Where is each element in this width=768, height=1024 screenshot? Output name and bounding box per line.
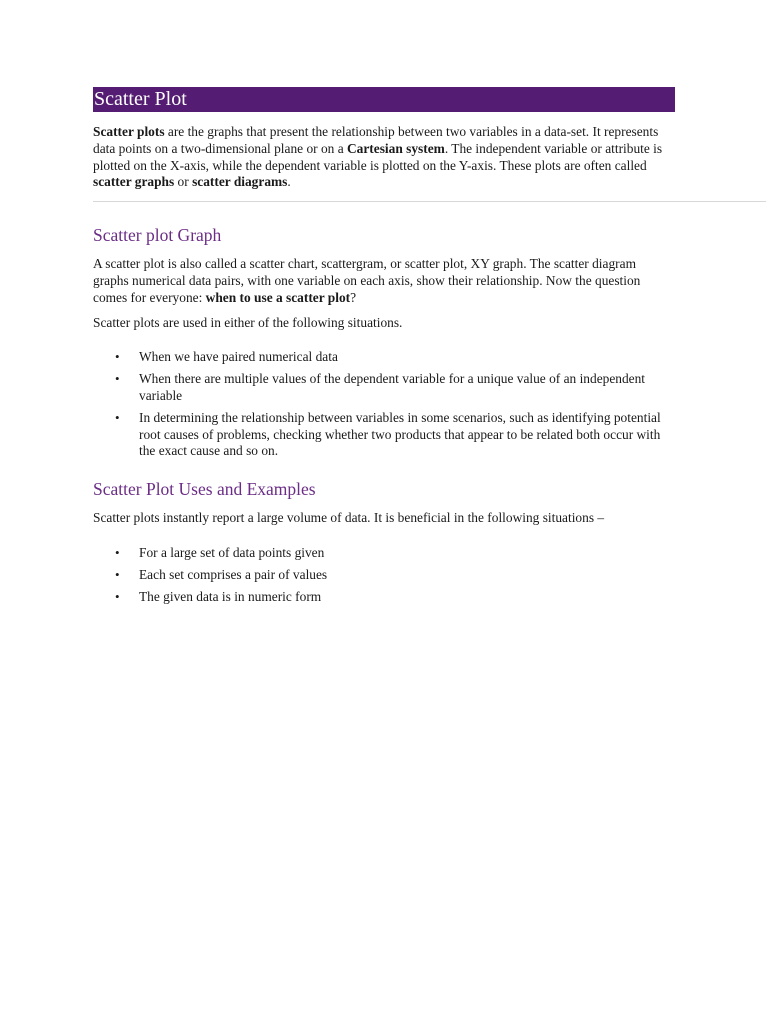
uses-list xyxy=(93,545,675,605)
bullet-icon: • xyxy=(115,566,120,582)
graph-paragraph-bold: when to use a scatter plot xyxy=(205,289,351,305)
intro-term-scatter-diagrams: scatter diagrams xyxy=(192,174,288,190)
list-item-text: In determining the relationship between variables in some scenarios, such as identifying potential root causes of problems, checking whether two products that appear to be related both occur with the exact cause and so on. xyxy=(139,409,661,459)
list-item-text: The given data is in numeric form xyxy=(139,588,322,604)
list-item-text: For a large set of data points given xyxy=(139,544,325,560)
intro-text-4: . xyxy=(287,174,291,190)
bullet-icon: • xyxy=(115,409,120,425)
list-item-text: When we have paired numerical data xyxy=(139,349,338,365)
intro-text-1: are the graphs that present the relationship between two variables in a data-set. It represents data points on a two-dimensional plane or on a xyxy=(93,124,659,156)
list-item xyxy=(93,567,675,584)
bullet-icon: • xyxy=(115,371,120,387)
situations-list xyxy=(93,349,675,460)
bullet-icon: • xyxy=(115,349,120,365)
page-title: Scatter Plot xyxy=(93,87,675,112)
graph-paragraph-text: A scatter plot is also called a scatter chart, scattergram, or scatter plot, XY graph. The scatter diagram graphs numerical data pairs, with one variable on each axis, show their relationship. Now the question comes for everyone: xyxy=(93,256,641,305)
graph-paragraph-end: ? xyxy=(350,289,357,305)
list-item-text: Each set comprises a pair of values xyxy=(139,566,328,582)
heading-uses-and-examples: Scatter Plot Uses and Examples xyxy=(93,479,316,500)
heading-scatter-plot-graph: Scatter plot Graph xyxy=(93,225,222,246)
intro-term-scatter-plots: Scatter plots xyxy=(93,124,165,139)
intro-text-3: or xyxy=(174,174,193,190)
graph-paragraph xyxy=(93,256,675,306)
list-item-text: When there are multiple values of the dependent variable for a unique value of an independent variable xyxy=(139,371,646,403)
list-item xyxy=(93,410,675,460)
uses-paragraph: Scatter plots instantly report a large volume of data. It is beneficial in the following situations – xyxy=(93,510,605,526)
bullet-icon: • xyxy=(115,544,120,560)
bullet-icon: • xyxy=(115,588,120,604)
list-item xyxy=(93,589,675,606)
situations-paragraph: Scatter plots are used in either of the following situations. xyxy=(93,314,403,330)
intro-paragraph xyxy=(93,124,675,191)
intro-text-2: . The independent variable or attribute is plotted on the X-axis, while the dependent variable is plotted on the Y-axis. These plots are often called xyxy=(93,140,663,173)
list-item xyxy=(93,349,675,366)
intro-term-scatter-graphs: scatter graphs xyxy=(93,174,175,190)
intro-term-cartesian: Cartesian system xyxy=(347,140,445,156)
list-item xyxy=(93,545,675,562)
document-page xyxy=(93,87,675,610)
list-item xyxy=(93,371,675,405)
